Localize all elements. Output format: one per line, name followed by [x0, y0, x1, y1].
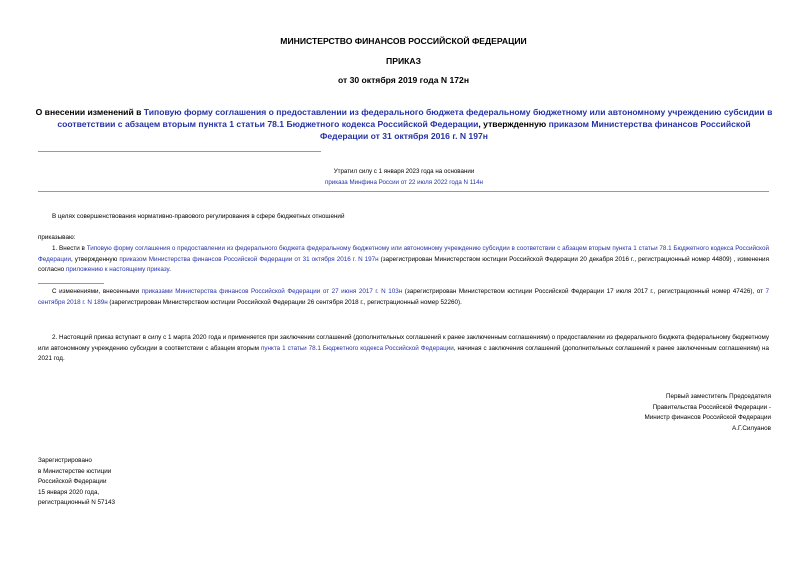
- order-item-1: [38, 244, 769, 276]
- footnote-link-order-103n[interactable]: приказами Министерства финансов Российской Федерации от 27 июня 2017 г. N 103н: [141, 288, 403, 295]
- status-note-line1: Утратил силу с 1 января 2023 года на основании: [333, 168, 475, 175]
- footnote-text-1: С изменениями, внесенными: [52, 288, 142, 295]
- footnote-divider: [38, 283, 104, 284]
- footnote-link-order-189n[interactable]: 7 сентября 2018 г. N 189н: [38, 288, 769, 306]
- registration-line-5: регистрационный N 57143: [38, 499, 116, 507]
- ministry-heading: МИНИСТЕРСТВО ФИНАНСОВ РОССИЙСКОЙ ФЕДЕРАЦИИ: [280, 36, 527, 46]
- item1-link-typical-form[interactable]: Типовую форму соглашения о предоставлении из федерального бюджета федеральному бюджетному или автономному учреждению субсидии в соответствии с абзацем вторым пункта 1 статьи 78.1 Бюджетного кодекса Российской Федерации: [38, 245, 769, 263]
- item2-text-1: 2. Настоящий приказ вступает в силу с 1 марта 2020 года и применяется при заключении соглашений (дополнительных соглашений к ранее заключенным соглашениям) о предоставлении из федерального бюджета федеральному бюджетному или автономному учреждению субсидии в соответствии с абзацем вторым: [38, 334, 769, 352]
- document-type: ПРИКАЗ: [386, 56, 421, 66]
- registration-line-2: в Министерстве юстиции: [38, 467, 112, 475]
- signature-block: [471, 392, 771, 434]
- item2-text-2: , начиная с заключения соглашений (дополнительных соглашений к ранее заключенным соглашениям) на 2021 год.: [38, 344, 769, 362]
- registration-block: [38, 456, 115, 509]
- document-date-number: от 30 октября 2019 года N 172н: [337, 75, 470, 85]
- signature-line-2: Правительства Российской Федерации -: [652, 403, 771, 411]
- item1-text-2: , утвержденную: [70, 255, 120, 263]
- document-title: [34, 106, 774, 142]
- item1-text-4: , изменения согласно: [38, 255, 769, 273]
- item1-text-3: (зарегистрирован Министерством юстиции Российской Федерации 20 декабря 2016 г., регистрационный номер 44809): [378, 255, 732, 263]
- preamble: [38, 212, 769, 223]
- title-link-order-197n[interactable]: приказом Министерства финансов Российской Федерации от 31 октября 2016 г. N 197н: [320, 119, 751, 141]
- signature-line-3: Министр финансов Российской Федерации: [644, 414, 771, 422]
- registration-line-3: Российской Федерации: [38, 478, 107, 486]
- status-note-link[interactable]: [34, 177, 774, 188]
- signature-name: А.Г.Силуанов: [732, 424, 771, 432]
- footnote-text-3: (зарегистрирован Министерством юстиции Российской Федерации 26 сентября 2018 г., регистрационный номер 52260).: [107, 298, 462, 306]
- title-text-2: , утвержденную: [478, 119, 549, 129]
- order-item-2: [38, 333, 769, 365]
- order-word: приказываю:: [38, 234, 76, 241]
- footnote-text-2: (зарегистрирован Министерством юстиции Российской Федерации 17 июля 2017 г., регистрационный номер 47426), от: [402, 288, 766, 295]
- signature-line-1: Первый заместитель Председателя: [665, 393, 771, 400]
- item1-text-5: .: [169, 266, 171, 273]
- registration-line-4: 15 января 2020 года,: [38, 488, 100, 496]
- item1-text-1: 1. Внести в: [52, 245, 87, 252]
- item1-link-appendix[interactable]: приложению к настоящему приказу: [65, 266, 170, 273]
- registration-line-1: Зарегистрировано: [38, 457, 92, 464]
- item2-link-budget-code[interactable]: пункта 1 статьи 78.1 Бюджетного кодекса Российской Федерации: [260, 344, 454, 352]
- item1-link-order-197n[interactable]: приказом Министерства финансов Российской Федерации от 31 октября 2016 г. N 197н: [119, 255, 379, 263]
- status-note-link-text[interactable]: приказа Минфина России от 22 июля 2022 года N 114н: [325, 179, 483, 186]
- footnote: [38, 287, 769, 308]
- title-link-typical-form[interactable]: Типовую форму соглашения о предоставлении из федерального бюджета федеральному бюджетному или автономному учреждению субсидии в соответствии с абзацем вторым пункта 1 статьи 78.1 Бюджетного кодекса Российской Федерации: [57, 107, 773, 129]
- title-text-1: О внесении изменений в: [35, 107, 144, 117]
- preamble-text: В целях совершенствования нормативно-правового регулирования в сфере бюджетных отношений: [52, 213, 345, 220]
- status-note-divider: [38, 191, 769, 192]
- title-divider: [38, 151, 321, 152]
